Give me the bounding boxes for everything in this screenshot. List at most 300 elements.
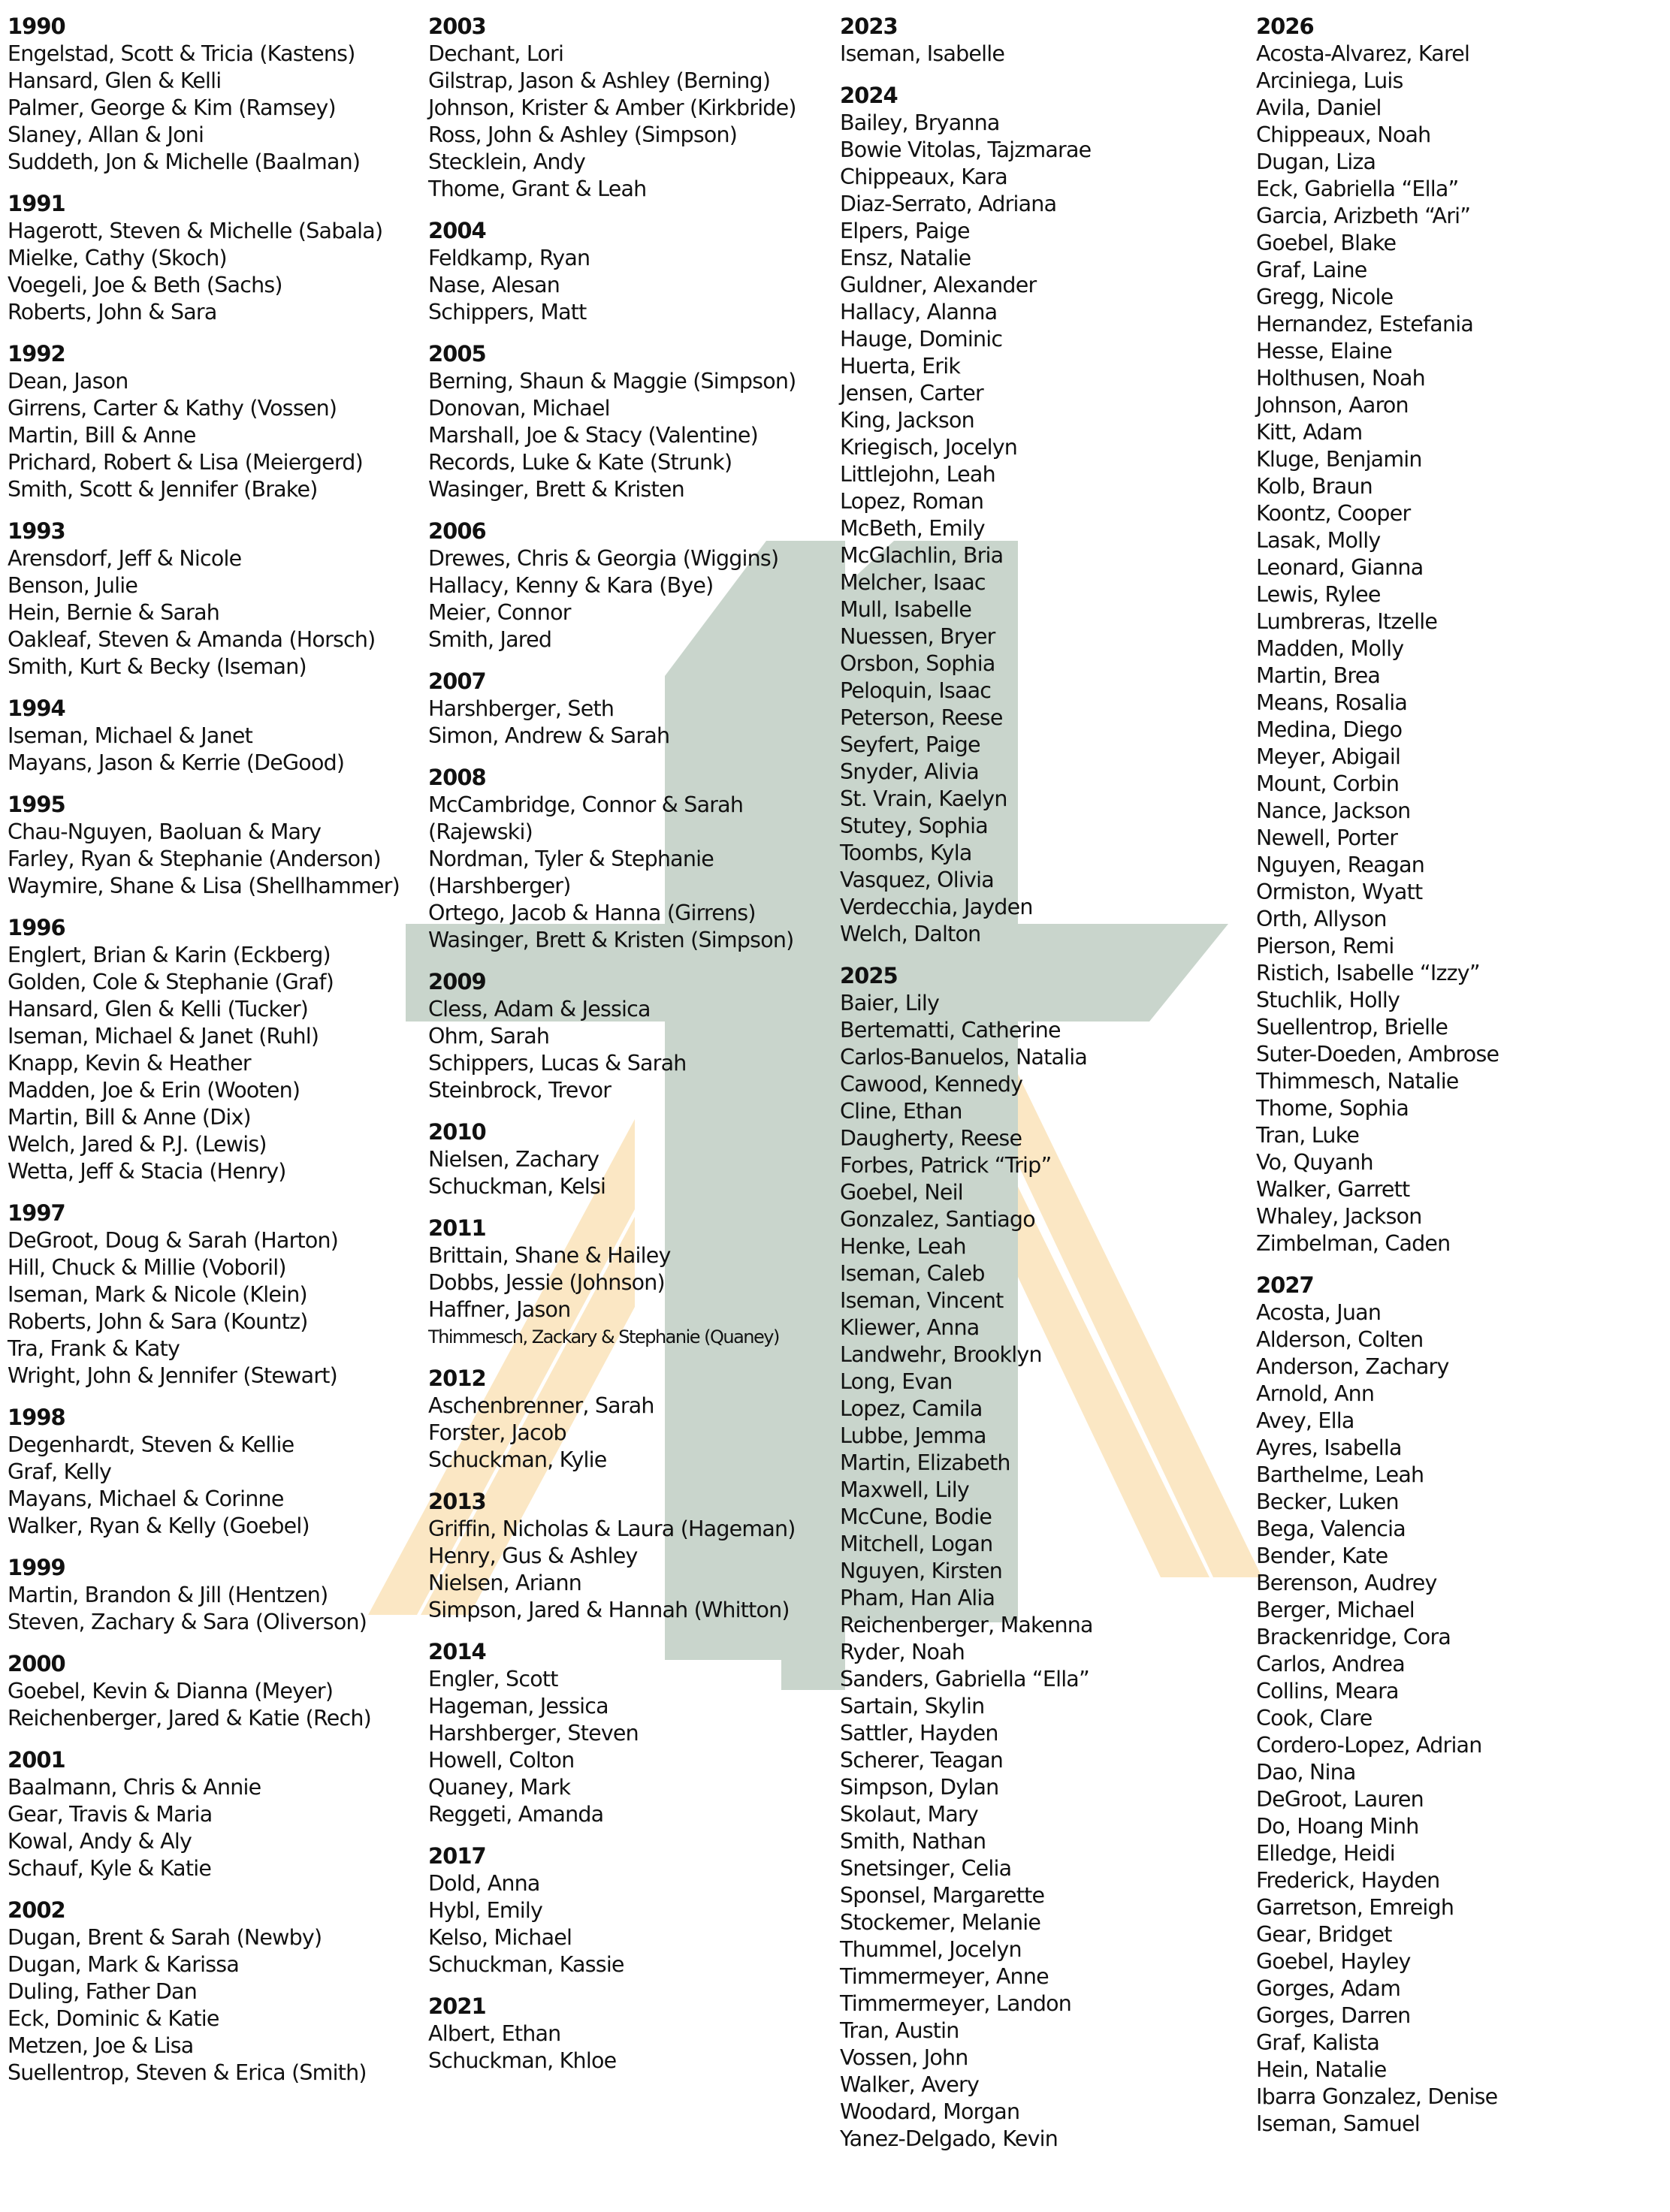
- name-entry: Palmer, George & Kim (Ramsey): [8, 95, 336, 120]
- name-entry: Mount, Corbin: [1256, 771, 1400, 796]
- name-entry: Steinbrock, Trevor: [428, 1078, 612, 1103]
- name-entry: Peloquin, Isaac: [840, 678, 992, 703]
- year-heading: 2001: [8, 1747, 65, 1773]
- name-entry: Frederick, Hayden: [1256, 1868, 1440, 1893]
- name-entry: Tran, Austin: [840, 2018, 959, 2043]
- name-entry: Bowie Vitolas, Tajzmarae: [840, 137, 1092, 162]
- name-entry: Vo, Quyanh: [1256, 1150, 1373, 1175]
- name-entry: Brittain, Shane & Hailey: [428, 1243, 671, 1268]
- name-entry: Kelso, Michael: [428, 1925, 572, 1950]
- name-entry: Leonard, Gianna: [1256, 555, 1424, 580]
- year-section: [428, 1842, 796, 1978]
- name-entry: Holthusen, Noah: [1256, 366, 1425, 391]
- name-entry: Lopez, Roman: [840, 489, 984, 514]
- name-list: [8, 723, 400, 777]
- name-entry: Means, Rosalia: [1256, 690, 1407, 715]
- name-entry: Daugherty, Reese: [840, 1126, 1022, 1151]
- name-list: [1256, 1299, 1499, 2138]
- name-entry: Dobbs, Jessie (Johnson): [428, 1270, 665, 1295]
- name-entry: Welch, Jared & P.J. (Lewis): [8, 1132, 267, 1157]
- name-entry: Kriegisch, Jocelyn: [840, 435, 1018, 460]
- name-entry: Nielsen, Ariann: [428, 1571, 581, 1595]
- name-entry: Avey, Ella: [1256, 1408, 1354, 1433]
- name-entry: Johnson, Aaron: [1256, 393, 1409, 418]
- name-entry: Snetsinger, Celia: [840, 1856, 1012, 1881]
- year-section: [428, 1364, 796, 1474]
- name-list: [428, 1242, 796, 1350]
- column-2: [428, 12, 796, 2088]
- name-entry: Elpers, Paige: [840, 219, 970, 243]
- name-entry: Henry, Gus & Ashley: [428, 1544, 638, 1568]
- name-entry: Simon, Andrew & Sarah: [428, 723, 670, 748]
- name-entry: Nielsen, Zachary: [428, 1147, 599, 1172]
- name-entry: Iseman, Samuel: [1256, 2111, 1420, 2136]
- year-section: [8, 913, 400, 1185]
- name-entry: Iseman, Caleb: [840, 1261, 985, 1286]
- year-section: [428, 1637, 796, 1828]
- year-section: [428, 967, 796, 1104]
- name-entry: Prichard, Robert & Lisa (Meiergerd): [8, 450, 363, 475]
- name-entry: Dechant, Lori: [428, 41, 564, 66]
- name-entry: Benson, Julie: [8, 573, 138, 598]
- name-entry: King, Jackson: [840, 408, 974, 433]
- name-entry: Thome, Sophia: [1256, 1096, 1409, 1121]
- year-heading: 2011: [428, 1215, 486, 1241]
- name-entry: Suellentrop, Brielle: [1256, 1015, 1448, 1040]
- name-entry: Scherer, Teagan: [840, 1748, 1004, 1773]
- name-entry: Cook, Clare: [1256, 1706, 1373, 1731]
- name-entry: Hesse, Elaine: [1256, 339, 1392, 364]
- name-entry: Engelstad, Scott & Tricia (Kastens): [8, 41, 355, 66]
- name-entry: Brackenridge, Cora: [1256, 1625, 1451, 1649]
- name-entry: Peterson, Reese: [840, 705, 1003, 730]
- name-entry: Degenhardt, Steven & Kellie: [8, 1432, 294, 1457]
- name-entry: Gorges, Adam: [1256, 1976, 1401, 2001]
- name-entry: McCambridge, Connor & Sarah: [428, 792, 744, 817]
- name-entry: Do, Hoang Minh: [1256, 1814, 1419, 1839]
- name-entry: Walker, Ryan & Kelly (Goebel): [8, 1513, 310, 1538]
- year-section: [428, 1214, 796, 1350]
- name-entry: Bega, Valencia: [1256, 1516, 1406, 1541]
- column-3: [840, 12, 1093, 2166]
- name-entry: Ormiston, Wyatt: [1256, 880, 1423, 904]
- name-entry: Schuckman, Khloe: [428, 2048, 617, 2073]
- name-entry: Hagerott, Steven & Michelle (Sabala): [8, 219, 383, 243]
- name-entry: Howell, Colton: [428, 1748, 575, 1773]
- name-entry: Littlejohn, Leah: [840, 462, 995, 487]
- year-heading: 2007: [428, 668, 486, 694]
- name-entry: Stuchlik, Holly: [1256, 988, 1400, 1012]
- name-entry: Huerta, Erik: [840, 354, 961, 379]
- name-list: [8, 942, 400, 1185]
- year-section: [8, 1746, 400, 1882]
- name-entry: Oakleaf, Steven & Amanda (Horsch): [8, 627, 376, 652]
- name-entry: Schuckman, Kassie: [428, 1952, 624, 1977]
- year-heading: 1990: [8, 14, 65, 39]
- name-entry: Gregg, Nicole: [1256, 285, 1394, 309]
- year-heading: 1991: [8, 191, 65, 216]
- name-entry: Madden, Molly: [1256, 636, 1404, 661]
- name-entry: Stutey, Sophia: [840, 813, 988, 838]
- name-entry: Steven, Zachary & Sara (Oliverson): [8, 1610, 367, 1634]
- name-entry: Berenson, Audrey: [1256, 1571, 1437, 1595]
- year-heading: 2024: [840, 83, 898, 108]
- year-heading: 2017: [428, 1843, 486, 1869]
- name-entry: DeGroot, Lauren: [1256, 1787, 1424, 1812]
- year-section: [8, 1403, 400, 1540]
- name-entry: Donovan, Michael: [428, 396, 610, 421]
- name-entry: Long, Evan: [840, 1369, 953, 1394]
- year-heading: 1999: [8, 1555, 65, 1580]
- name-list: [8, 1227, 400, 1390]
- name-entry: Ristich, Isabelle “Izzy”: [1256, 961, 1480, 985]
- name-entry: Lewis, Rylee: [1256, 582, 1381, 607]
- name-entry: Engler, Scott: [428, 1667, 558, 1691]
- name-entry: Cline, Ethan: [840, 1099, 962, 1124]
- year-section: [428, 763, 796, 954]
- name-entry: Mitchell, Logan: [840, 1532, 993, 1556]
- name-entry: Avila, Daniel: [1256, 95, 1382, 120]
- name-list: [428, 1516, 796, 1624]
- name-entry: Sattler, Hayden: [840, 1721, 998, 1746]
- name-entry: Woodard, Morgan: [840, 2099, 1020, 2124]
- name-entry: Hill, Chuck & Millie (Voboril): [8, 1255, 286, 1280]
- name-entry: Hansard, Glen & Kelli (Tucker): [8, 997, 309, 1022]
- name-entry: Hein, Natalie: [1256, 2057, 1387, 2082]
- name-list: [428, 1146, 796, 1200]
- name-entry: Lasak, Molly: [1256, 528, 1381, 553]
- year-section: [428, 1992, 796, 2075]
- name-entry: Graf, Laine: [1256, 258, 1367, 282]
- name-entry: Ortego, Jacob & Hanna (Girrens): [428, 901, 756, 925]
- name-entry: Sanders, Gabriella “Ella”: [840, 1667, 1089, 1691]
- year-section: [840, 81, 1093, 948]
- name-entry: Vasquez, Olivia: [840, 868, 994, 892]
- name-entry: Thimmesch, Zackary & Stephanie (Quaney): [428, 1326, 779, 1347]
- name-entry: Thome, Grant & Leah: [428, 177, 647, 201]
- name-entry: Iseman, Mark & Nicole (Klein): [8, 1282, 307, 1307]
- name-entry: Wright, John & Jennifer (Stewart): [8, 1363, 337, 1388]
- name-entry: Hauge, Dominic: [840, 327, 1003, 352]
- name-entry: Jensen, Carter: [840, 381, 983, 406]
- year-heading: 2002: [8, 1897, 65, 1923]
- name-entry: Dao, Nina: [1256, 1760, 1356, 1785]
- name-entry: Schippers, Matt: [428, 300, 587, 324]
- name-entry: Reichenberger, Jared & Katie (Rech): [8, 1706, 371, 1731]
- name-entry: Tra, Frank & Katy: [8, 1336, 180, 1361]
- name-entry: Dold, Anna: [428, 1871, 540, 1896]
- year-section: [8, 189, 400, 326]
- year-heading: 2004: [428, 218, 486, 243]
- year-section: [8, 694, 400, 777]
- name-entry: Albert, Ethan: [428, 2021, 561, 2046]
- name-entry: Garretson, Emreigh: [1256, 1895, 1454, 1920]
- name-entry: Kowal, Andy & Aly: [8, 1829, 192, 1854]
- name-entry: Lubbe, Jemma: [840, 1423, 986, 1448]
- name-entry: Meyer, Abigail: [1256, 744, 1401, 769]
- name-entry: Pierson, Remi: [1256, 934, 1394, 958]
- name-entry: Gear, Bridget: [1256, 1922, 1392, 1947]
- name-entry: Orth, Allyson: [1256, 907, 1387, 931]
- name-entry: Barthelme, Leah: [1256, 1462, 1424, 1487]
- name-list: [428, 792, 796, 954]
- year-heading: 2023: [840, 14, 898, 39]
- name-entry: Cawood, Kennedy: [840, 1072, 1023, 1097]
- name-entry: Snyder, Alivia: [840, 759, 979, 784]
- name-entry: Thimmesch, Natalie: [1256, 1069, 1459, 1094]
- name-list: [8, 1432, 400, 1540]
- name-entry: Eck, Gabriella “Ella”: [1256, 177, 1459, 201]
- name-entry: Cless, Adam & Jessica: [428, 997, 651, 1022]
- name-entry: Seyfert, Paige: [840, 732, 980, 757]
- name-entry: Lopez, Camila: [840, 1396, 983, 1421]
- year-section: [428, 1487, 796, 1624]
- name-entry: Griffin, Nicholas & Laura (Hageman): [428, 1516, 796, 1541]
- year-section: [1256, 1271, 1499, 2138]
- name-list: [8, 1774, 400, 1882]
- year-section: [8, 1199, 400, 1390]
- name-entry: Elledge, Heidi: [1256, 1841, 1395, 1866]
- name-entry: Stockemer, Melanie: [840, 1910, 1041, 1935]
- name-entry: Iseman, Isabelle: [840, 41, 1005, 66]
- name-entry: Harshberger, Seth: [428, 696, 615, 721]
- year-section: [428, 667, 796, 750]
- name-list: [8, 368, 400, 503]
- name-list: [840, 990, 1093, 2153]
- name-entry: Orsbon, Sophia: [840, 651, 995, 676]
- name-entry: Ayres, Isabella: [1256, 1435, 1402, 1460]
- name-entry: Alderson, Colten: [1256, 1327, 1424, 1352]
- name-entry: Sponsel, Margarette: [840, 1883, 1045, 1908]
- name-list: [840, 41, 1093, 68]
- name-entry: Hageman, Jessica: [428, 1694, 609, 1719]
- name-entry: Chau-Nguyen, Baoluan & Mary: [8, 819, 322, 844]
- name-entry: Martin, Brandon & Jill (Hentzen): [8, 1583, 328, 1607]
- name-entry: Gorges, Darren: [1256, 2003, 1411, 2028]
- year-heading: 2012: [428, 1366, 486, 1391]
- year-heading: 2009: [428, 969, 486, 994]
- name-entry: Hybl, Emily: [428, 1898, 543, 1923]
- year-section: [428, 12, 796, 203]
- name-list: [840, 110, 1093, 948]
- name-entry: Roberts, John & Sara: [8, 300, 217, 324]
- name-entry: Berning, Shaun & Maggie (Simpson): [428, 369, 796, 394]
- year-section: [428, 517, 796, 653]
- name-entry: Reichenberger, Makenna: [840, 1613, 1093, 1637]
- name-entry: Kluge, Benjamin: [1256, 447, 1422, 472]
- name-entry: DeGroot, Doug & Sarah (Harton): [8, 1228, 339, 1253]
- name-entry: St. Vrain, Kaelyn: [840, 786, 1007, 811]
- name-entry: Koontz, Cooper: [1256, 501, 1411, 526]
- year-heading: 2003: [428, 14, 486, 39]
- name-entry: Iseman, Michael & Janet (Ruhl): [8, 1024, 319, 1049]
- year-heading: 1996: [8, 915, 65, 940]
- name-list: [428, 2020, 796, 2075]
- name-entry: Nase, Alesan: [428, 273, 560, 297]
- name-entry: Mielke, Cathy (Skoch): [8, 246, 227, 270]
- name-entry: Chippeaux, Kara: [840, 164, 1007, 189]
- name-entry: Zimbelman, Caden: [1256, 1231, 1451, 1256]
- year-section: [8, 12, 400, 176]
- year-heading: 2025: [840, 963, 898, 988]
- name-entry: Verdecchia, Jayden: [840, 895, 1033, 919]
- name-entry: Acosta-Alvarez, Karel: [1256, 41, 1470, 66]
- name-entry: Goebel, Hayley: [1256, 1949, 1411, 1974]
- name-entry: Kitt, Adam: [1256, 420, 1363, 445]
- name-entry: Dugan, Brent & Sarah (Newby): [8, 1925, 322, 1950]
- name-entry: Smith, Nathan: [840, 1829, 986, 1854]
- year-heading: 1993: [8, 518, 65, 544]
- year-heading: 1994: [8, 696, 65, 721]
- name-entry: Mayans, Michael & Corinne: [8, 1486, 284, 1511]
- name-entry: Goebel, Blake: [1256, 231, 1397, 255]
- name-entry: Suddeth, Jon & Michelle (Baalman): [8, 149, 361, 174]
- name-entry: Smith, Jared: [428, 627, 552, 652]
- name-entry: Gonzalez, Santiago: [840, 1207, 1035, 1232]
- name-entry: Suter-Doeden, Ambrose: [1256, 1042, 1499, 1067]
- name-entry: Hansard, Glen & Kelli: [8, 68, 222, 93]
- name-entry: Toombs, Kyla: [840, 840, 972, 865]
- column-1: [8, 12, 400, 2100]
- year-section: [428, 216, 796, 326]
- year-heading: 2027: [1256, 1272, 1314, 1298]
- name-entry: Simpson, Jared & Hannah (Whitton): [428, 1598, 790, 1622]
- name-list: [8, 1678, 400, 1732]
- name-entry: Melcher, Isaac: [840, 570, 986, 595]
- name-entry: Voegeli, Joe & Beth (Sachs): [8, 273, 282, 297]
- year-section: [8, 1649, 400, 1732]
- name-entry: Walker, Garrett: [1256, 1177, 1410, 1202]
- name-entry: Thummel, Jocelyn: [840, 1937, 1022, 1962]
- name-entry: Walker, Avery: [840, 2072, 980, 2097]
- year-heading: 1997: [8, 1200, 65, 1226]
- name-entry: Lumbreras, Itzelle: [1256, 609, 1438, 634]
- name-entry: Wasinger, Brett & Kristen: [428, 477, 684, 502]
- name-entry: Iseman, Vincent: [840, 1288, 1004, 1313]
- name-entry: Stecklein, Andy: [428, 149, 586, 174]
- name-list: [428, 1393, 796, 1474]
- name-entry: Collins, Meara: [1256, 1679, 1399, 1704]
- name-entry: (Harshberger): [428, 874, 571, 898]
- name-entry: Martin, Elizabeth: [840, 1450, 1010, 1475]
- name-entry: Timmermeyer, Anne: [840, 1964, 1049, 1989]
- name-entry: Pham, Han Alia: [840, 1586, 995, 1610]
- name-entry: Maxwell, Lily: [840, 1477, 969, 1502]
- year-heading: 2010: [428, 1119, 486, 1145]
- name-entry: Reggeti, Amanda: [428, 1802, 604, 1827]
- year-heading: 2008: [428, 765, 486, 790]
- year-heading: 2000: [8, 1651, 65, 1676]
- name-list: [428, 545, 796, 653]
- name-entry: Arciniega, Luis: [1256, 68, 1403, 93]
- name-entry: Goebel, Neil: [840, 1180, 963, 1205]
- name-entry: Golden, Cole & Stephanie (Graf): [8, 970, 334, 994]
- name-entry: Ensz, Natalie: [840, 246, 971, 270]
- year-section: [1256, 12, 1499, 1257]
- year-section: [840, 12, 1093, 68]
- name-entry: Bailey, Bryanna: [840, 110, 1000, 135]
- name-entry: Vossen, John: [840, 2045, 968, 2070]
- name-entry: Wetta, Jeff & Stacia (Henry): [8, 1159, 286, 1184]
- name-entry: Whaley, Jackson: [1256, 1204, 1422, 1229]
- name-entry: Acosta, Juan: [1256, 1300, 1382, 1325]
- name-entry: Arnold, Ann: [1256, 1381, 1375, 1406]
- year-heading: 2014: [428, 1639, 486, 1664]
- name-entry: Girrens, Carter & Kathy (Vossen): [8, 396, 337, 421]
- name-entry: Farley, Ryan & Stephanie (Anderson): [8, 846, 381, 871]
- name-entry: Smith, Kurt & Becky (Iseman): [8, 654, 307, 679]
- year-section: [8, 1896, 400, 2087]
- name-entry: Martin, Brea: [1256, 663, 1381, 688]
- name-entry: Martin, Bill & Anne (Dix): [8, 1105, 251, 1130]
- name-list: [8, 41, 400, 176]
- name-entry: Suellentrop, Steven & Erica (Smith): [8, 2060, 367, 2085]
- year-heading: 1995: [8, 792, 65, 817]
- name-entry: (Rajewski): [428, 819, 533, 844]
- name-entry: Marshall, Joe & Stacy (Valentine): [428, 423, 758, 448]
- name-entry: Schauf, Kyle & Katie: [8, 1856, 212, 1881]
- name-entry: Nance, Jackson: [1256, 798, 1411, 823]
- name-entry: Records, Luke & Kate (Strunk): [428, 450, 732, 475]
- name-entry: Gilstrap, Jason & Ashley (Berning): [428, 68, 771, 93]
- name-entry: Johnson, Krister & Amber (Kirkbride): [428, 95, 796, 120]
- name-entry: Nuessen, Bryer: [840, 624, 995, 649]
- name-entry: Dean, Jason: [8, 369, 128, 394]
- name-entry: Quaney, Mark: [428, 1775, 571, 1800]
- name-entry: Diaz-Serrato, Adriana: [840, 192, 1057, 216]
- name-entry: Haffner, Jason: [428, 1297, 571, 1322]
- name-list: [1256, 41, 1499, 1257]
- name-list: [428, 1870, 796, 1978]
- name-list: [8, 218, 400, 326]
- year-section: [8, 1553, 400, 1636]
- name-entry: Baier, Lily: [840, 991, 940, 1015]
- name-entry: Schippers, Lucas & Sarah: [428, 1051, 687, 1076]
- name-entry: Carlos, Andrea: [1256, 1652, 1405, 1676]
- name-entry: Madden, Joe & Erin (Wooten): [8, 1078, 300, 1103]
- name-list: [8, 819, 400, 900]
- name-entry: Schuckman, Kylie: [428, 1447, 607, 1472]
- name-entry: Bertematti, Catherine: [840, 1018, 1061, 1043]
- year-heading: 2005: [428, 341, 486, 367]
- name-list: [428, 245, 796, 326]
- name-entry: Simpson, Dylan: [840, 1775, 999, 1800]
- name-entry: Garcia, Arizbeth “Ari”: [1256, 204, 1471, 228]
- name-entry: McGlachlin, Bria: [840, 543, 1004, 568]
- name-entry: Englert, Brian & Karin (Eckberg): [8, 943, 331, 967]
- name-list: [8, 545, 400, 680]
- name-entry: Gear, Travis & Maria: [8, 1802, 213, 1827]
- name-entry: Feldkamp, Ryan: [428, 246, 590, 270]
- year-section: [840, 961, 1093, 2153]
- name-entry: Wasinger, Brett & Kristen (Simpson): [428, 928, 794, 952]
- name-entry: Forster, Jacob: [428, 1420, 566, 1445]
- name-entry: Nordman, Tyler & Stephanie: [428, 846, 714, 871]
- name-entry: McCune, Bodie: [840, 1504, 992, 1529]
- name-entry: Smith, Scott & Jennifer (Brake): [8, 477, 318, 502]
- name-entry: Aschenbrenner, Sarah: [428, 1393, 654, 1418]
- name-entry: Anderson, Zachary: [1256, 1354, 1449, 1379]
- name-entry: Mayans, Jason & Kerrie (DeGood): [8, 750, 345, 775]
- name-entry: Ohm, Sarah: [428, 1024, 550, 1049]
- name-entry: Dugan, Liza: [1256, 149, 1376, 174]
- name-entry: Baalmann, Chris & Annie: [8, 1775, 261, 1800]
- name-list: [428, 996, 796, 1104]
- name-entry: Roberts, John & Sara (Kountz): [8, 1309, 308, 1334]
- name-list: [428, 1666, 796, 1828]
- name-entry: Kliewer, Anna: [840, 1315, 980, 1340]
- name-entry: Knapp, Kevin & Heather: [8, 1051, 251, 1076]
